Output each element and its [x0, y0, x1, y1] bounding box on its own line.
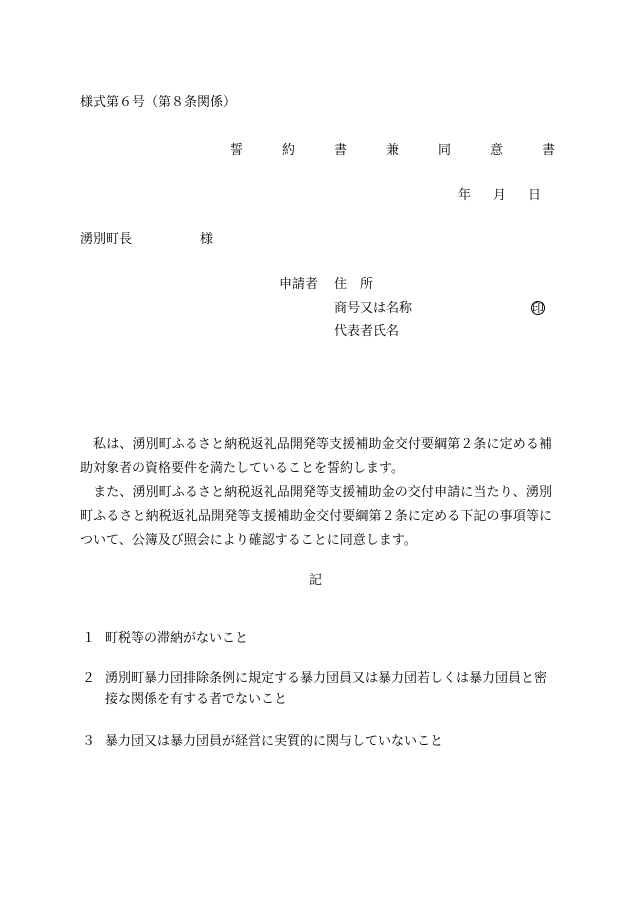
- list-item-text: 湧別町暴力団排除条例に規定する暴力団員又は暴力団若しくは暴力団員と密接な関係を有する者でないこと: [105, 671, 548, 707]
- applicant-name-label: 商号又は名称: [334, 301, 413, 316]
- document-title: 誓 約 書 兼 同 意 書: [230, 143, 569, 158]
- date-day: 日: [528, 188, 542, 203]
- applicant-address-label: 住 所: [334, 277, 374, 292]
- addressee-suffix: 様: [200, 232, 214, 247]
- addressee: [80, 233, 213, 246]
- applicant-label: 申請者: [279, 277, 319, 292]
- pledge-paragraph: 私は、湧別町ふるさと納税返礼品開発等支援補助金交付要綱第２条に定める補助対象者の資格要件を満たしていることを誓約します。: [80, 437, 552, 476]
- list-item-number: ３: [82, 734, 96, 749]
- record-heading: 記: [309, 573, 323, 588]
- addressee-name: 湧別町長: [80, 232, 133, 247]
- form-number: 様式第６号（第８条関係）: [80, 95, 237, 110]
- applicant-representative-label: 代表者氏名: [334, 324, 400, 339]
- seal-mark: 印: [532, 301, 545, 315]
- date-year: 年: [458, 188, 472, 203]
- list-item-text: 町税等の滞納がないこと: [105, 631, 249, 646]
- list-item-text: 暴力団又は暴力団員が経営に実質的に関与していないこと: [105, 734, 444, 749]
- list-item-number: ２: [82, 671, 96, 686]
- consent-paragraph: また、湧別町ふるさと納税返礼品開発等支援補助金の交付申請に当たり、湧別町ふるさと納税返礼品開発等支援補助金交付要綱第２条に定める下記の事項等について、公簿及び照会により確認することに同意します。: [80, 485, 552, 548]
- list-item-number: １: [82, 631, 96, 646]
- date-month: 月: [493, 188, 507, 203]
- date-line: [458, 189, 541, 202]
